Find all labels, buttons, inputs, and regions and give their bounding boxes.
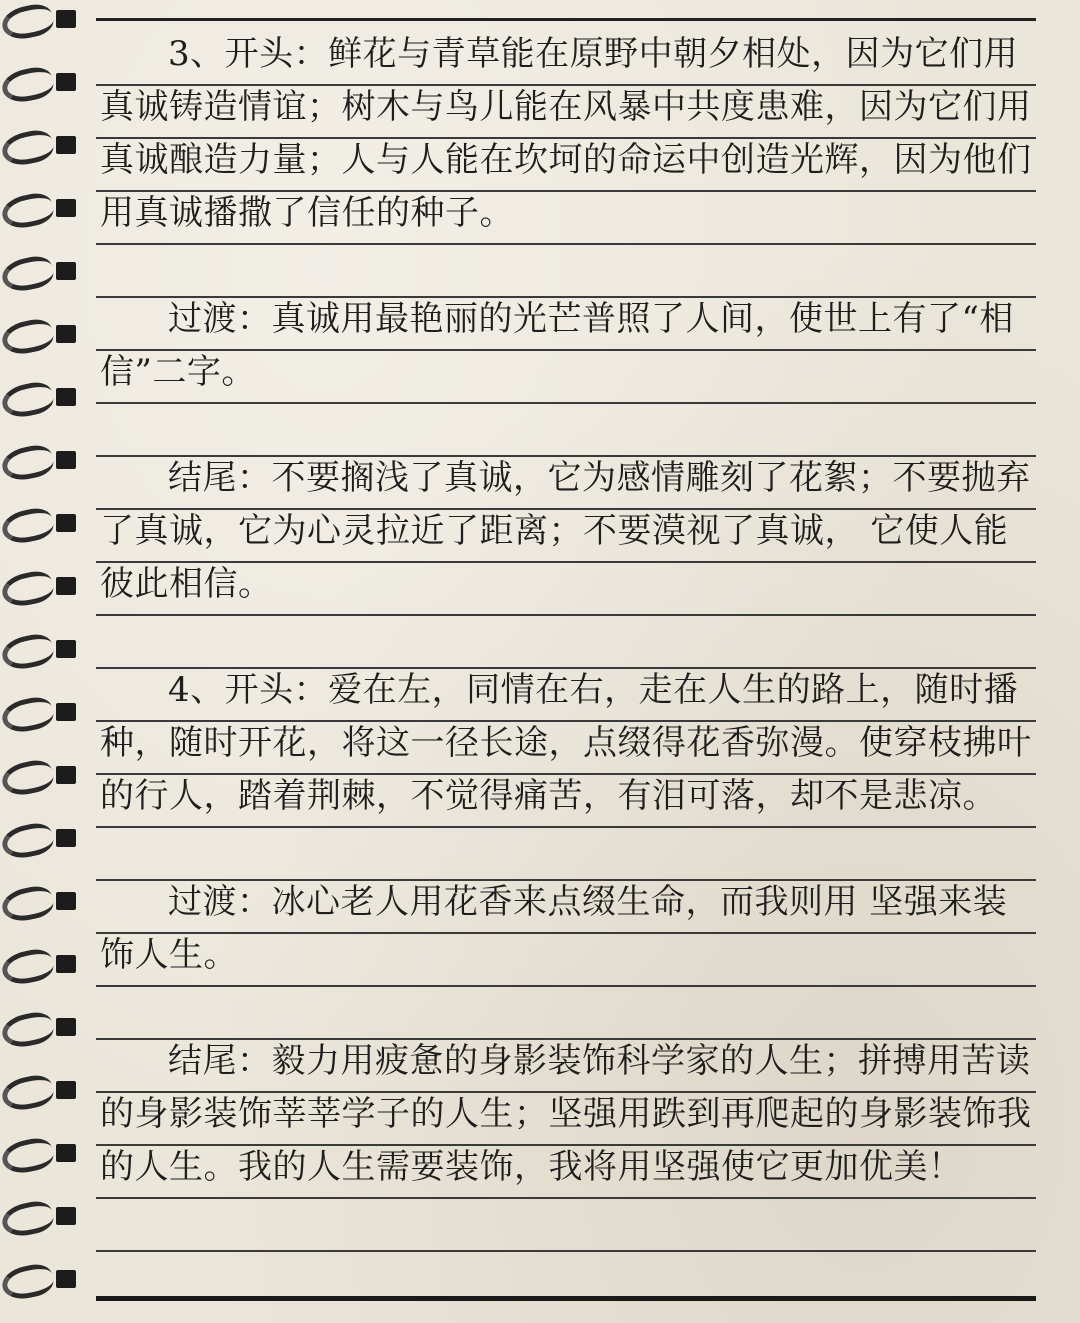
spiral-coil [0,127,56,169]
spiral-binding [0,0,82,1323]
spiral-coil [0,253,56,295]
spiral-ring [0,4,78,34]
spiral-coil [0,442,56,484]
punch-hole [56,640,76,658]
spiral-ring [0,382,78,412]
bottom-rule [96,1296,1036,1301]
punch-hole [56,766,76,784]
spiral-ring [0,1012,78,1042]
spiral-ring [0,823,78,853]
punch-hole [56,1144,76,1162]
paragraph-3-opening: 3、开头：鲜花与青草能在原野中朝夕相处，因为它们用真诚铸造情谊；树木与鸟儿能在风暴中共度患难，因为它们用真诚酿造力量；人与人能在坎坷的命运中创造光辉，因为他们用真诚播撒了信任的种子。 [100,34,1032,233]
top-rule [96,18,1036,21]
spiral-coil [0,757,56,799]
spiral-coil [0,1072,56,1114]
punch-hole [56,73,76,91]
spiral-ring [0,67,78,97]
spiral-coil [0,316,56,358]
spiral-coil [0,946,56,988]
paragraph-3-transition: 过渡：真诚用最艳丽的光芒普照了人间，使世上有了“相信”二字。 [100,299,1014,392]
spiral-coil [0,883,56,925]
spiral-ring [0,886,78,916]
spiral-coil [0,1261,56,1303]
spiral-ring [0,1138,78,1168]
punch-hole [56,388,76,406]
spiral-coil [0,1135,56,1177]
ruled-line [96,1250,1036,1252]
punch-hole [56,1081,76,1099]
notebook-text [100,28,1040,1194]
spiral-ring [0,949,78,979]
spiral-coil [0,820,56,862]
spiral-ring [0,256,78,286]
spiral-ring [0,130,78,160]
spiral-coil [0,379,56,421]
punch-hole [56,325,76,343]
spiral-ring [0,319,78,349]
spiral-ring [0,634,78,664]
ruled-line [96,1197,1036,1199]
punch-hole [56,199,76,217]
punch-hole [56,10,76,28]
spiral-ring [0,445,78,475]
spiral-coil [0,568,56,610]
spiral-coil [0,631,56,673]
punch-hole [56,703,76,721]
paragraph-4-ending: 结尾：毅力用疲惫的身影装饰科学家的人生；拼搏用苦读的身影装饰莘莘学子的人生；坚强用跌到再爬起的身影装饰我的人生。我的人生需要装饰，我将用坚强使它更加优美！ [100,1041,1032,1187]
punch-hole [56,451,76,469]
spiral-ring [0,193,78,223]
paragraph-4-opening: 4、开头：爱在左，同情在右，走在人生的路上，随时播种，随时开花，将这一径长途，点缀得花香弥漫。使穿枝拂叶的行人，踏着荆棘，不觉得痛苦，有泪可落，却不是悲凉。 [100,670,1032,816]
spiral-coil [0,1,56,43]
punch-hole [56,892,76,910]
punch-hole [56,829,76,847]
spiral-ring [0,571,78,601]
paragraph-4-transition: 过渡：冰心老人用花香来点缀生命，而我则用 坚强来装饰人生。 [100,882,1008,975]
punch-hole [56,955,76,973]
spiral-ring [0,760,78,790]
spiral-ring [0,1264,78,1294]
punch-hole [56,577,76,595]
spiral-coil [0,190,56,232]
paragraph-3-ending: 结尾：不要搁浅了真诚，它为感情雕刻了花絮；不要抛弃了真诚，它为心灵拉近了距离；不要漠视了真诚， 它使人能彼此相信。 [100,458,1031,604]
punch-hole [56,1270,76,1288]
spiral-coil [0,1009,56,1051]
spiral-coil [0,1198,56,1240]
spiral-ring [0,508,78,538]
spiral-coil [0,505,56,547]
punch-hole [56,262,76,280]
spiral-coil [0,64,56,106]
punch-hole [56,1207,76,1225]
spiral-ring [0,697,78,727]
spiral-ring [0,1075,78,1105]
punch-hole [56,514,76,532]
spiral-ring [0,1201,78,1231]
punch-hole [56,1018,76,1036]
spiral-coil [0,694,56,736]
punch-hole [56,136,76,154]
